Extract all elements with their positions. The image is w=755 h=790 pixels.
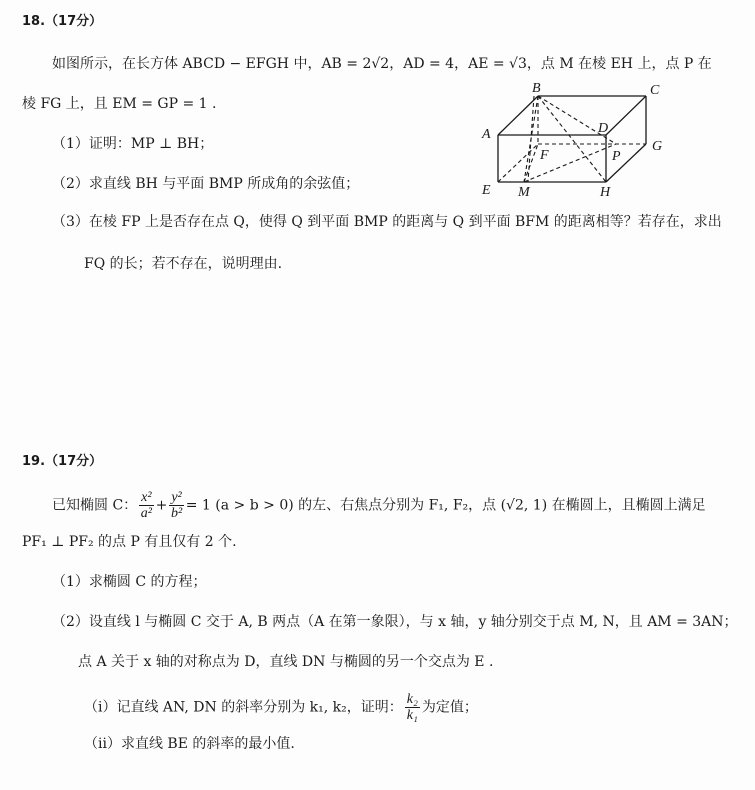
segment-MF — [524, 144, 538, 182]
label-B: B — [532, 81, 541, 96]
q19-intro-line1 — [52, 490, 706, 521]
fraction-x2-a2: $\frac{\text{x²}}{\text{a²}}$ — [140, 490, 152, 521]
label-H: H — [600, 185, 611, 200]
q19-intro-pre: 已知椭圆 C： — [52, 497, 138, 514]
fraction-y2-b2: $\frac{\text{y²}}{\text{b²}}$ — [170, 490, 183, 521]
q19-header: 19.（17分） — [22, 454, 103, 469]
segment-MP — [524, 144, 616, 182]
edge-AB — [498, 96, 538, 135]
q19-part2ii: （ii）求直线 BE 的斜率的最小值. — [84, 736, 295, 752]
label-P: P — [612, 149, 621, 164]
edge-DC — [606, 96, 646, 135]
edge-EF-hidden — [498, 144, 538, 182]
q19-part2i-pre: （i）记直线 AN, DN 的斜率分别为 k₁, k₂，证明： — [84, 699, 403, 716]
q19-part2-line1: （2）设直线 l 与椭圆 C 交于 A, B 两点（A 在第一象限），与 x 轴，y 轴分别交于点 M, N，且 AM = 3AN； — [52, 614, 738, 630]
label-G: G — [652, 139, 663, 154]
q18-intro-line2: 棱 FG 上，且 EM = GP = 1 . — [22, 96, 217, 112]
fraction-k2-k1: $\frac{\text{k₂}}{\text{k₁}}$ — [406, 692, 418, 723]
label-E: E — [482, 183, 491, 198]
label-D: D — [598, 121, 609, 136]
plus-sign: + — [155, 497, 168, 514]
q19-intro-post: = 1 (a > b > 0) 的左、右焦点分别为 F₁, F₂，点 (√2, 1) 在椭圆上，且椭圆上满足 — [185, 497, 706, 514]
segment-BH — [538, 96, 609, 182]
q19-part2i — [84, 692, 478, 723]
q18-header: 18.（17分） — [22, 14, 103, 29]
label-M: M — [518, 185, 530, 200]
q18-part2: （2）求直线 BH 与平面 BMP 所成角的余弦值； — [52, 176, 360, 192]
q18-part1: （1）证明：MP ⊥ BH； — [52, 136, 214, 152]
q18-part3-line1: （3）在棱 FP 上是否存在点 Q，使得 Q 到平面 BMP 的距离与 Q 到平面 BFM 的距离相等？若存在，求出 — [52, 214, 722, 230]
q19-part1: （1）求椭圆 C 的方程； — [52, 574, 207, 590]
q19-intro-line2: PF₁ ⊥ PF₂ 的点 P 有且仅有 2 个. — [22, 534, 237, 550]
q18-part3-line2: FQ 的长；若不存在，说明理由. — [84, 256, 283, 272]
segment-BP — [538, 96, 616, 144]
q19-part2-line2: 点 A 关于 x 轴的对称点为 D，直线 DN 与椭圆的另一个交点为 E . — [78, 654, 494, 670]
segment-aux — [528, 96, 534, 182]
label-F: F — [540, 148, 549, 163]
q19-part2i-post: 为定值； — [421, 699, 478, 716]
label-C: C — [650, 83, 660, 98]
label-A: A — [482, 127, 491, 142]
cuboid-figure — [470, 80, 680, 205]
q18-intro-line1: 如图所示，在长方体 ABCD − EFGH 中，AB = 2√2，AD = 4，AE = √3，点 M 在棱 EH 上，点 P 在 — [52, 56, 712, 72]
